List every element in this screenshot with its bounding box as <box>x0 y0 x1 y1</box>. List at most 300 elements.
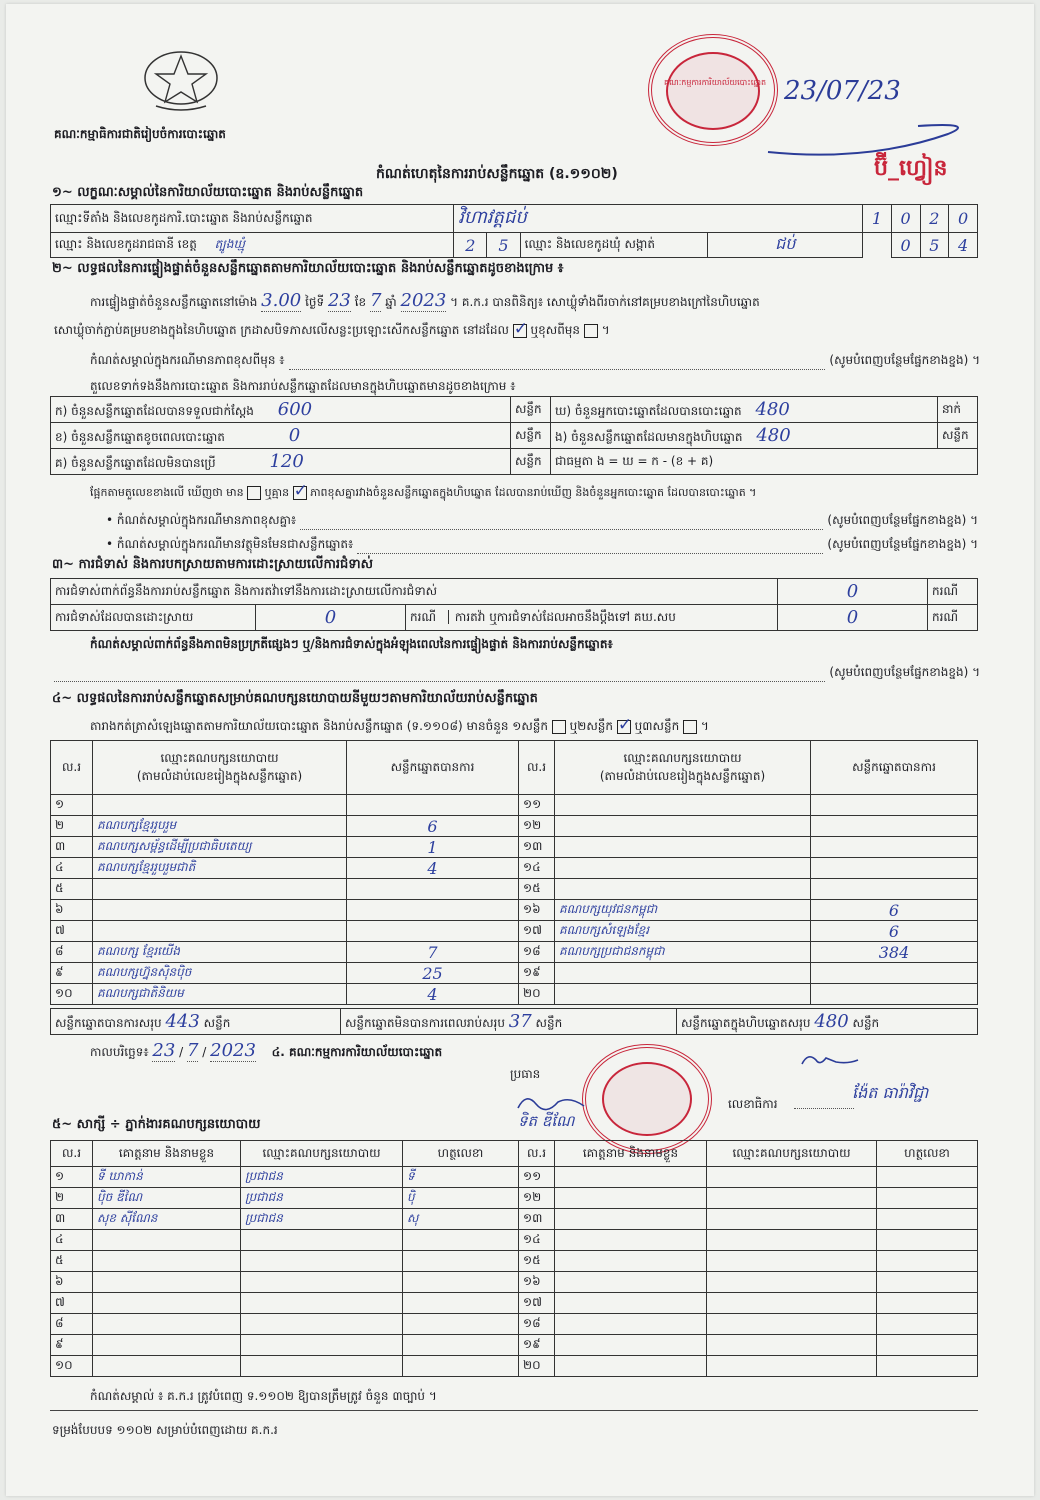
resolved-label: ការជំទាស់ដែលបានដោះស្រាយ <box>51 605 256 631</box>
witness-row <box>51 1335 978 1356</box>
witness-name <box>93 1356 241 1377</box>
irregularity-note: កំណត់សម្គាល់ពាក់ព័ន្ធនឹងភាពមិនប្រក្រតីផ្សេងៗ ឬ/និងការជំទាស់ក្នុងអំឡុងពេលនៃការផ្ទៀងផ្ទាត់ និងការរាប់សន្លឹកឆ្នោត៖ <box>90 637 613 651</box>
witness-party <box>707 1167 877 1188</box>
witness-row <box>51 1356 978 1377</box>
location-label: ឈ្មោះទីតាំង និងលេខកូដការិ.បោះឆ្នោត និងរាប់សន្លឹកឆ្នោត <box>51 205 454 233</box>
witness-no: ១៦ <box>519 1272 555 1293</box>
witness-party <box>707 1209 877 1230</box>
verify-time-label: ការផ្ទៀងផ្ទាត់ចំនួនសន្លឹកឆ្នោតនៅម៉ោង <box>90 295 258 309</box>
vote-no: ១៤ <box>519 858 555 879</box>
witness-party <box>707 1356 877 1377</box>
vote-no: ៧ <box>51 921 93 942</box>
total-valid-label: សន្លឹកឆ្នោតបានការសរុប <box>55 1015 162 1030</box>
witness-party <box>707 1188 877 1209</box>
witness-name <box>555 1272 707 1293</box>
vote-col-party-right-title: ឈ្មោះគណបក្សនយោបាយ <box>623 750 742 765</box>
ko-unit: សន្លឹក <box>511 449 551 475</box>
witness-signature <box>403 1251 519 1272</box>
witness-col-name-right: គោត្តនាម និងនាមខ្លួន <box>555 1141 707 1167</box>
three-sheet-label: ឬ៣សន្លឹក <box>634 719 680 733</box>
appeal-label: ការតវ៉ា ឬការជំទាស់ដែលអាចនឹងប្តឹងទៅ គឃ.សប <box>448 610 676 624</box>
ngo-label: ង) ចំនួនសន្លឹកឆ្នោតដែលមានក្នុងហិបឆ្នោត <box>555 429 743 444</box>
verify-line-2-text: សោឃ្លុំចាក់ភ្ជាប់គម្របខាងក្នុងនៃហិបឆ្នោត ក្រដាសបិទភាសលើសន្លះប្រឡោះសើកសន្លឹកឆ្នោត នៅដដែល <box>54 323 509 337</box>
complaint-unit: ករណី <box>928 579 978 605</box>
top-right-note: ប៊ី_ហ្វៀន <box>874 156 948 181</box>
witness-no: ៣ <box>51 1209 93 1230</box>
witness-no: ៩ <box>51 1335 93 1356</box>
form-title: កំណត់ហេតុនៃការរាប់សន្លឹកឆ្នោត (ឧ.១១០២) <box>376 166 618 182</box>
vote-count: 7 <box>347 942 519 963</box>
has-difference-checkbox[interactable] <box>247 486 261 500</box>
province-code-1: 2 <box>454 233 487 258</box>
stamp-text: គណៈកម្មការការិយាល័យបោះឆ្នោត <box>663 78 767 87</box>
witness-no: ៧ <box>51 1293 93 1314</box>
witness-no: ១៥ <box>519 1251 555 1272</box>
secretary-name: ង៉ែត ធារ៉ាវិជ្ជា <box>852 1083 929 1102</box>
witness-no: ៨ <box>51 1314 93 1335</box>
resolved-unit: ករណី <box>410 609 437 624</box>
irregularity-dots-line <box>54 664 980 682</box>
witness-no: ១០ <box>51 1356 93 1377</box>
witness-row <box>51 1251 978 1272</box>
vote-count: 1 <box>347 837 519 858</box>
witness-name: ទី ឃាកាន់ <box>93 1167 241 1188</box>
witness-name <box>93 1293 241 1314</box>
vote-col-party-right <box>555 741 811 795</box>
diff-note-line <box>90 352 980 370</box>
vote-party <box>93 900 347 921</box>
footer-note: កំណត់សម្គាល់ ៖ គ.ក.រ ត្រូវបំពេញ ទ.១១០២ ឱ្យបានត្រឹមត្រូវ ចំនួន ៣ច្បាប់ ។ <box>90 1389 437 1403</box>
vote-party <box>555 858 811 879</box>
location-code-3: 2 <box>920 205 949 233</box>
location-code-1: 1 <box>863 205 892 233</box>
vote-col-party-left-sub: (តាមលំដាប់លេខរៀងក្នុងសន្លឹកឆ្នោត) <box>136 768 303 783</box>
witness-signature <box>877 1209 978 1230</box>
sheet-count-line: តារាងកត់ត្រាសំឡេងឆ្នោតតាមការិយាល័យបោះឆ្នោត និងរាប់សន្លឹកឆ្នោត (ទ.១១០៨) មានចំនួន ១សន្លឹក ឬ២សន្លឹក ✓ ឬ៣សន្លឹក ។ <box>90 718 709 736</box>
formula: ជាធម្មតា ង = ឃ = ក - (ខ + គ) <box>551 449 978 475</box>
witness-col-no-right: ល.រ <box>519 1141 555 1167</box>
vote-col-party-left-title: ឈ្មោះគណបក្សនយោបាយ <box>160 750 279 765</box>
vote-no: ១៧ <box>519 921 555 942</box>
witness-name <box>93 1251 241 1272</box>
vote-row <box>51 984 978 1005</box>
bullet-2-label: • កំណត់សម្គាល់ក្នុងករណីមានវត្ថុមិនមែនជាសន្លឹកឆ្នោត៖ <box>106 537 354 551</box>
witness-row <box>51 1167 978 1188</box>
commune-label: ឈ្មោះ និងលេខកូដឃុំ សង្កាត់ <box>520 233 708 258</box>
vote-row <box>51 879 978 900</box>
total-box-label: សន្លឹកឆ្នោតក្នុងហិបឆ្នោតសរុប <box>681 1015 811 1030</box>
witness-signature <box>877 1230 978 1251</box>
chair-signature <box>514 1090 594 1116</box>
ka-value: 600 <box>277 398 313 420</box>
vote-count <box>811 816 978 837</box>
kha-value: 0 <box>288 424 301 446</box>
witness-signature <box>877 1314 978 1335</box>
secretary-signature <box>796 1048 866 1074</box>
section-3-title: ៣~ ការជំទាស់ និងការបកស្រាយតាមការដោះស្រាយលើការជំទាស់ <box>52 557 373 572</box>
section-2-title: ២~ លទ្ធផលនៃការផ្ទៀងផ្ទាត់ចំនួនសន្លឹកឆ្នោតតាមការិយាល័យបោះឆ្នោត និងរាប់សន្លឹកឆ្នោតដូចខាងក្រោម ៖ <box>52 261 564 276</box>
witness-table <box>50 1140 978 1377</box>
vote-count: 25 <box>347 963 519 984</box>
vote-party: គណបក្សហ្វ៊ុនស៊ិនប៉ិច <box>93 963 347 984</box>
witness-signature <box>877 1356 978 1377</box>
commune-code-1: 0 <box>891 233 920 258</box>
ka-unit: សន្លឹក <box>511 397 551 423</box>
total-invalid-unit: សន្លឹក <box>535 1015 563 1030</box>
nec-emblem-icon <box>136 48 226 114</box>
sign-date-year: 2023 <box>210 1040 256 1061</box>
vote-count <box>811 879 978 900</box>
sign-date-label: កាលបរិច្ឆេទ៖ <box>90 1045 149 1059</box>
vote-no: ១៥ <box>519 879 555 900</box>
total-valid: 443 <box>165 1010 200 1032</box>
total-box-unit: សន្លឹក <box>852 1015 880 1030</box>
witness-no: ១១ <box>519 1167 555 1188</box>
complaint-label: ការជំទាស់ពាក់ព័ន្ធនឹងការរាប់សន្លឹកឆ្នោត និងការតវ៉ាទៅនឹងការដោះស្រាយលើការជំទាស់ <box>51 579 778 605</box>
appeal-cell <box>406 605 778 631</box>
sheet-count-label: តារាងកត់ត្រាសំឡេងឆ្នោតតាមការិយាល័យបោះឆ្នោត និងរាប់សន្លឹកឆ្នោត (ទ.១១០៨) មានចំនួន ១សន្លឹក <box>90 719 548 733</box>
vote-col-party-left <box>93 741 347 795</box>
witness-signature <box>403 1356 519 1377</box>
vote-party <box>93 879 347 900</box>
vote-party <box>555 879 811 900</box>
witness-signature <box>403 1293 519 1314</box>
witness-name <box>93 1230 241 1251</box>
appeal-unit: ករណី <box>928 605 978 631</box>
count-table <box>50 396 978 475</box>
witness-name <box>555 1188 707 1209</box>
ghu-unit: នាក់ <box>938 397 978 423</box>
section-3-table <box>50 578 978 631</box>
total-box: 480 <box>814 1010 849 1032</box>
same-checkbox[interactable] <box>513 324 527 338</box>
witness-name <box>555 1167 707 1188</box>
witness-name <box>555 1230 707 1251</box>
witness-signature <box>403 1230 519 1251</box>
witness-party <box>241 1356 403 1377</box>
count-row-ngo <box>551 423 938 449</box>
witness-no: ៤ <box>51 1230 93 1251</box>
appeal-value: 0 <box>778 605 928 631</box>
count-row-ghu <box>551 397 938 423</box>
kha-label: ខ) ចំនួនសន្លឹកឆ្នោតខូចពេលបោះឆ្នោត <box>55 429 225 444</box>
witness-row <box>51 1209 978 1230</box>
verify-line-1-rest: ។ គ.ក.រ បានពិនិត្យ៖ សោឃ្លុំទាំងពីរចាក់នៅគម្របខាងក្រៅនៃហិបឆ្នោត <box>450 295 760 309</box>
sign-date-line: កាលបរិច្ឆេទ៖ 23 / 7 / 2023 ៤. គណៈកម្មការការិយាល័យបោះឆ្នោត <box>90 1040 443 1061</box>
diff-note-dots <box>289 352 826 370</box>
verify-month: 7 <box>369 290 382 311</box>
different-checkbox[interactable] <box>584 324 598 338</box>
vote-count <box>811 837 978 858</box>
committee-label: ៤. គណៈកម្មការការិយាល័យបោះឆ្នោត <box>271 1045 443 1059</box>
sign-date-month: 7 <box>187 1040 199 1061</box>
vote-party: គណបក្សខ្មែររួបរួម <box>93 816 347 837</box>
bullet-1-label: • កំណត់សម្គាល់ក្នុងករណីមានភាពខុសគ្នា៖ <box>106 513 297 527</box>
vote-count: 6 <box>811 900 978 921</box>
vote-no: ៥ <box>51 879 93 900</box>
bullet-2-fill: (សូមបំពេញបន្ថែមផ្នែកខាងខ្នង) ។ <box>827 537 978 551</box>
witness-signature: ទី <box>403 1167 519 1188</box>
location-code-4: 0 <box>949 205 978 233</box>
witness-name: ប៉ិច ឌីណៃ <box>93 1188 241 1209</box>
vote-totals <box>50 1008 978 1035</box>
vote-no: ៤ <box>51 858 93 879</box>
irregularity-dots <box>54 664 825 682</box>
location-code-2: 0 <box>891 205 920 233</box>
count-row-ka <box>51 397 511 423</box>
witness-col-sign-left: ហត្ថលេខា <box>403 1141 519 1167</box>
diff-note-label: កំណត់សម្គាល់ក្នុងករណីមានភាពខុសពីមុន ៖ <box>90 353 285 367</box>
diff-note-fill: (សូមបំពេញបន្ថែមផ្នែកខាងខ្នង) ។ <box>829 353 980 367</box>
footer-form: ទម្រង់បែបបទ ១១០២ សម្រាប់បំពេញដោយ គ.ក.រ <box>52 1423 278 1437</box>
vote-party: គណបក្ស ខ្មែរយើង <box>93 942 347 963</box>
witness-row <box>51 1293 978 1314</box>
commune-code-2: 5 <box>920 233 949 258</box>
vote-party: គណបក្សសម្ព័ន្ធដើម្បីប្រជាធិបតេយ្យ <box>93 837 347 858</box>
vote-no: ៨ <box>51 942 93 963</box>
vote-col-no-left: ល.រ <box>51 741 93 795</box>
witness-col-name-left: គោត្តនាម និងនាមខ្លួន <box>93 1141 241 1167</box>
witness-row <box>51 1314 978 1335</box>
verify-day: 23 <box>327 290 351 311</box>
two-sheet-label: ឬ២សន្លឹក <box>569 719 614 733</box>
witness-no: ១៩ <box>519 1335 555 1356</box>
complaint-value: 0 <box>778 579 928 605</box>
chair-name: ទិត ឌីណែ <box>518 1112 575 1130</box>
secretary-dots <box>794 1108 854 1109</box>
ngo-value: 480 <box>756 424 791 446</box>
vote-no: ៦ <box>51 900 93 921</box>
verify-time: 3.00 <box>261 290 302 311</box>
handwritten-swoosh <box>758 114 988 164</box>
vote-col-no-right: ល.រ <box>519 741 555 795</box>
vote-no: ៩ <box>51 963 93 984</box>
vote-col-party-right-sub: (តាមលំដាប់លេខរៀងក្នុងសន្លឹកឆ្នោត) <box>599 768 766 783</box>
total-invalid-label: សន្លឹកឆ្នោតមិនបានការពេលរាប់សរុប <box>345 1015 505 1030</box>
province-label-text: ឈ្មោះ និងលេខកូដរាជធានី ខេត្ត <box>55 237 197 251</box>
one-sheet-checkbox[interactable] <box>552 720 566 734</box>
secretary-label: លេខាធិការ <box>728 1097 778 1111</box>
commune-gap <box>863 233 892 258</box>
vote-party <box>555 816 811 837</box>
bullet-1-line <box>106 512 978 530</box>
vote-count <box>347 900 519 921</box>
witness-name <box>93 1272 241 1293</box>
vote-party: គណបក្សជាតិនិយម <box>93 984 347 1005</box>
count-row-kha <box>51 423 511 449</box>
section-5-title: ៥~ សាក្សី ÷ ភ្នាក់ងារគណបក្សនយោបាយ <box>52 1117 261 1132</box>
two-sheet-checkbox[interactable] <box>617 720 631 734</box>
handwritten-date: 23/07/23 <box>784 76 901 106</box>
total-invalid: 37 <box>508 1010 532 1032</box>
vote-count <box>811 858 978 879</box>
vote-col-votes-left: សន្លឹកឆ្នោតបានការ <box>347 741 519 795</box>
vote-no: ១៣ <box>519 837 555 858</box>
witness-party <box>241 1314 403 1335</box>
witness-party <box>241 1230 403 1251</box>
vote-row <box>51 795 978 816</box>
witness-name <box>555 1251 707 1272</box>
footer-rule <box>50 1410 978 1411</box>
witness-party: ប្រជាជន <box>241 1209 403 1230</box>
vote-party: គណបក្សខ្មែររួបរួមជាតិ <box>93 858 347 879</box>
witness-row <box>51 1188 978 1209</box>
ghu-value: 480 <box>755 398 790 420</box>
witness-party: ប្រជាជន <box>241 1188 403 1209</box>
vote-party <box>555 837 811 858</box>
location-value: វិហាវត្តជប់ <box>454 205 863 233</box>
witness-signature <box>877 1188 978 1209</box>
commune-value: ជប់ <box>708 233 863 258</box>
witness-no: ១៧ <box>519 1293 555 1314</box>
vote-count: 384 <box>811 942 978 963</box>
vote-no: ១៨ <box>519 942 555 963</box>
total-valid-unit: សន្លឹក <box>203 1015 231 1030</box>
ka-label: ក) ចំនួនសន្លឹកឆ្នោតដែលបានទទួលជាក់ស្តែង <box>55 403 254 418</box>
witness-party <box>707 1314 877 1335</box>
witness-signature <box>403 1314 519 1335</box>
ngo-unit: សន្លឹក <box>938 423 978 449</box>
vote-no: ១៩ <box>519 963 555 984</box>
witness-name <box>555 1356 707 1377</box>
witness-name: សុខ ស៊ីណែន <box>93 1209 241 1230</box>
vote-row <box>51 837 978 858</box>
province-code-2: 5 <box>487 233 520 258</box>
witness-signature <box>877 1167 978 1188</box>
vote-no: ១ <box>51 795 93 816</box>
vote-row <box>51 900 978 921</box>
witness-party <box>241 1272 403 1293</box>
ko-label: គ) ចំនួនសន្លឹកឆ្នោតដែលមិនបានប្រើ <box>55 455 216 470</box>
vote-row <box>51 921 978 942</box>
vote-party <box>555 795 811 816</box>
vote-row <box>51 942 978 963</box>
witness-signature <box>403 1335 519 1356</box>
verify-line-1 <box>90 290 990 312</box>
vote-row <box>51 816 978 837</box>
vote-party: គណបក្សសំឡេងខ្មែរ <box>555 921 811 942</box>
witness-name <box>93 1314 241 1335</box>
verify-year: 2023 <box>400 290 447 311</box>
witness-col-sign-right: ហត្ថលេខា <box>877 1141 978 1167</box>
vote-count: 4 <box>347 858 519 879</box>
vote-count: 4 <box>347 984 519 1005</box>
kha-unit: សន្លឹក <box>511 423 551 449</box>
vote-party <box>93 921 347 942</box>
count-row-ko <box>51 449 511 475</box>
witness-party <box>241 1335 403 1356</box>
section-4-title: ៤~ លទ្ធផលនៃការរាប់សន្លឹកឆ្នោតសម្រាប់គណបក្សនយោបាយនីមួយៗតាមការិយាល័យរាប់សន្លឹកឆ្នោត <box>52 691 538 706</box>
witness-no: ១ <box>51 1167 93 1188</box>
count-intro: តួលេខទាក់ទងនឹងការបោះឆ្នោត និងការរាប់សន្លឹកឆ្នោតដែលមានក្នុងហិបឆ្នោតមានដូចខាងក្រោម ៖ <box>90 379 516 393</box>
verify-day-label: ថ្ងៃទី <box>305 295 325 309</box>
committee-stamp <box>582 1044 712 1154</box>
vote-col-votes-right: សន្លឹកឆ្នោតបានការ <box>811 741 978 795</box>
witness-name <box>555 1314 707 1335</box>
vote-row <box>51 858 978 879</box>
verify-month-label: ខែ <box>354 295 367 309</box>
witness-name <box>555 1293 707 1314</box>
no-difference-checkbox[interactable] <box>293 486 307 500</box>
section-1-table <box>50 204 978 258</box>
resolved-value: 0 <box>256 605 406 631</box>
witness-col-party-right: ឈ្មោះគណបក្សនយោបាយ <box>707 1141 877 1167</box>
province-label <box>51 233 454 258</box>
witness-no: ៦ <box>51 1272 93 1293</box>
witness-col-party-left: ឈ្មោះគណបក្សនយោបាយ <box>241 1141 403 1167</box>
witness-row <box>51 1272 978 1293</box>
verify-year-label: ឆ្នាំ <box>385 295 397 309</box>
vote-no: ២ <box>51 816 93 837</box>
vote-count <box>347 879 519 900</box>
witness-party <box>241 1251 403 1272</box>
witness-party <box>241 1293 403 1314</box>
witness-no: ១៣ <box>519 1209 555 1230</box>
witness-no: ២ <box>51 1188 93 1209</box>
chair-label: ប្រធាន <box>510 1067 541 1081</box>
vote-no: ១១ <box>519 795 555 816</box>
no-difference-label: ឬគ្មាន <box>264 486 290 499</box>
vote-party <box>555 963 811 984</box>
vote-count <box>811 984 978 1005</box>
section-1-title: ១~ លក្ខណៈសម្គាល់នៃការិយាល័យបោះឆ្នោត និងរាប់សន្លឹកឆ្នោត <box>52 185 364 200</box>
vote-party: គណបក្សប្រជាជនកម្ពុជា <box>555 942 811 963</box>
org-name: គណៈកម្មាធិការជាតិរៀបចំការបោះឆ្នោត <box>54 127 226 141</box>
witness-party: ប្រជាជន <box>241 1167 403 1188</box>
vote-no: ៣ <box>51 837 93 858</box>
witness-signature: ប៉ិ <box>403 1188 519 1209</box>
witness-no: ៥ <box>51 1251 93 1272</box>
vote-count <box>347 795 519 816</box>
vote-count <box>347 921 519 942</box>
witness-signature <box>403 1272 519 1293</box>
witness-party <box>707 1293 877 1314</box>
vote-count <box>811 963 978 984</box>
vote-no: ១៦ <box>519 900 555 921</box>
vote-party: គណបក្សយុវជនកម្ពុជា <box>555 900 811 921</box>
bullet-2-dots <box>357 536 823 554</box>
witness-no: ១៤ <box>519 1230 555 1251</box>
difference-check-line <box>90 486 990 502</box>
bullet-1-fill: (សូមបំពេញបន្ថែមផ្នែកខាងខ្នង) ។ <box>827 513 978 527</box>
vote-count: 6 <box>347 816 519 837</box>
vote-party <box>555 984 811 1005</box>
irregularity-fill: (សូមបំពេញបន្ថែមផ្នែកខាងខ្នង) ។ <box>829 665 980 679</box>
vote-no: ១០ <box>51 984 93 1005</box>
witness-signature <box>877 1293 978 1314</box>
witness-party <box>707 1335 877 1356</box>
vote-no: ២០ <box>519 984 555 1005</box>
vote-count: 6 <box>811 921 978 942</box>
vote-no: ១២ <box>519 816 555 837</box>
witness-signature <box>877 1335 978 1356</box>
ghu-label: ឃ) ចំនួនអ្នកបោះឆ្នោតដែលបានបោះឆ្នោត <box>555 403 742 418</box>
bullet-1-dots <box>300 512 823 530</box>
witness-party <box>707 1230 877 1251</box>
witness-name <box>93 1335 241 1356</box>
vote-row <box>51 963 978 984</box>
witness-no: ១៨ <box>519 1314 555 1335</box>
verify-line-2: សោឃ្លុំចាក់ភ្ជាប់គម្របខាងក្នុងនៃហិបឆ្នោត ក្រដាសបិទភាសលើសន្លះប្រឡោះសើកសន្លឹកឆ្នោត នៅដដែល ✓ ឬខុសពីមុន ។ <box>54 322 984 340</box>
commune-code-3: 4 <box>949 233 978 258</box>
witness-col-no-left: ល.រ <box>51 1141 93 1167</box>
witness-no: ២០ <box>519 1356 555 1377</box>
different-label: ឬខុសពីមុន <box>530 323 581 337</box>
witness-party <box>707 1251 877 1272</box>
witness-signature: សុ <box>403 1209 519 1230</box>
witness-party <box>707 1272 877 1293</box>
three-sheet-checkbox[interactable] <box>683 720 697 734</box>
